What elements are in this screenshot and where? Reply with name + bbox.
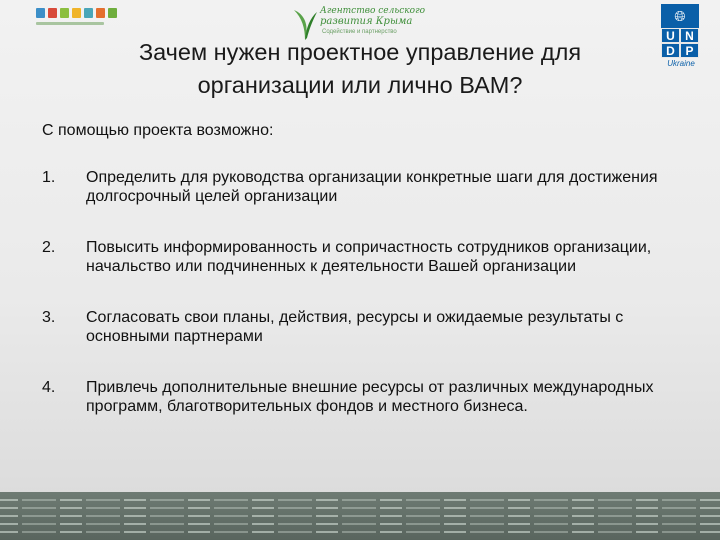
footer-text-strip bbox=[0, 515, 720, 517]
list-item-text: Согласовать свои планы, действия, ресурсы и ожидаемые результаты с основными партнерами bbox=[86, 309, 624, 345]
slide-title: Зачем нужен проектное управление для организации или лично ВАМ? bbox=[138, 39, 582, 98]
logo-square bbox=[60, 8, 69, 18]
list-item bbox=[42, 168, 682, 206]
program-logo-icon bbox=[36, 8, 117, 18]
footer-text-strip bbox=[0, 499, 720, 501]
undp-country: Ukraine bbox=[667, 59, 695, 68]
logo-square bbox=[48, 8, 57, 18]
list-item-number: 4. bbox=[42, 379, 56, 396]
undp-letter: P bbox=[680, 43, 699, 58]
numbered-list bbox=[42, 168, 682, 416]
list-item-text: Определить для руководства организации конкретные шаги для достижения долгосрочный целей организации bbox=[86, 169, 658, 205]
logo-square bbox=[108, 8, 117, 18]
list-item bbox=[42, 238, 682, 276]
undp-letter: N bbox=[680, 28, 699, 43]
list-item bbox=[42, 378, 682, 416]
logo-square bbox=[72, 8, 81, 18]
undp-letter: U bbox=[661, 28, 680, 43]
slide-subtitle: С помощью проекта возможно: bbox=[42, 122, 274, 139]
list-item-number: 1. bbox=[42, 169, 56, 186]
program-logo-caption-strip bbox=[36, 22, 104, 25]
arda-logo-line1: Агентство сельского bbox=[320, 6, 426, 16]
footer-text-strip bbox=[0, 531, 720, 533]
footer-text-strip bbox=[0, 523, 720, 525]
arda-logo-line3: Содействие и партнерство bbox=[322, 29, 397, 35]
list-item-number: 2. bbox=[42, 239, 56, 256]
footer-text-strip bbox=[0, 507, 720, 509]
list-item-number: 3. bbox=[42, 309, 56, 326]
undp-letter: D bbox=[661, 43, 680, 58]
arda-logo-line2: развития Крыма bbox=[320, 16, 413, 27]
undp-logo bbox=[661, 4, 701, 68]
logo-square bbox=[36, 8, 45, 18]
footer-band bbox=[0, 492, 720, 540]
list-item-text: Привлечь дополнительные внешние ресурсы от различных международных программ, благотворительных фондов и местного бизнеса. bbox=[86, 379, 654, 415]
un-globe-icon: 🌐︎ bbox=[661, 4, 699, 28]
list-item bbox=[42, 308, 682, 346]
logo-square bbox=[84, 8, 93, 18]
logo-square bbox=[96, 8, 105, 18]
list-item-text: Повысить информированность и сопричастность сотрудников организации, начальство или подчиненных к деятельности Вашей организации bbox=[86, 239, 652, 275]
